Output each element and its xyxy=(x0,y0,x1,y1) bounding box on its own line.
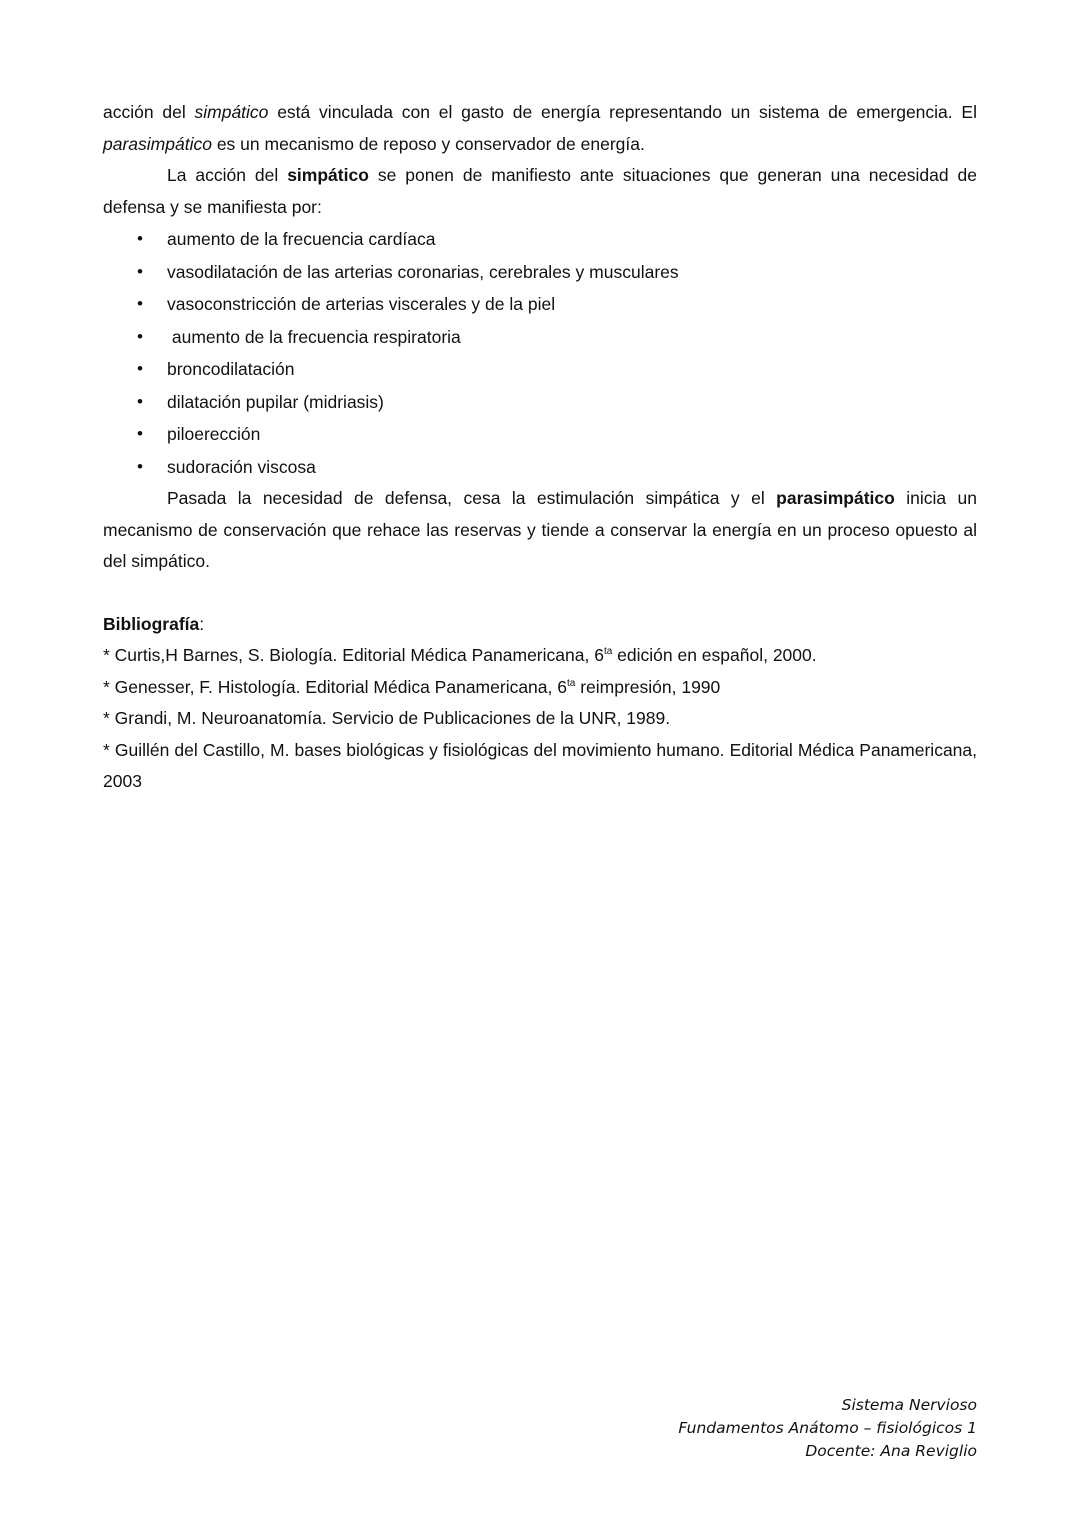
list-item xyxy=(103,451,977,484)
reference-text: * Grandi, M. Neuroanatomía. Servicio de Publicaciones de la UNR, 1989. xyxy=(103,708,671,728)
bullet-icon: • xyxy=(137,229,143,248)
list-item xyxy=(103,353,977,386)
list-item xyxy=(103,321,977,354)
action-text-a: La acción del xyxy=(167,165,288,185)
list-item xyxy=(103,418,977,451)
bibliography-section xyxy=(103,609,977,798)
conclusion-text-a: Pasada la necesidad de defensa, cesa la estimulación simpática y el xyxy=(167,488,777,508)
footer-teacher: Docente: Ana Reviglio xyxy=(805,1442,977,1460)
intro-text-b: está vinculada con el gasto de energía representando un sistema de emergencia. El xyxy=(268,102,977,122)
bibliography-item xyxy=(103,672,977,704)
list-item xyxy=(103,288,977,321)
footer-course: Fundamentos Anátomo – fisiológicos 1 xyxy=(678,1419,977,1437)
reference-text: * Guillén del Castillo, M. bases biológicas y fisiológicas del movimiento humano. Editorial Médica Panamericana, 2003 xyxy=(103,739,977,791)
parasympathetic-bold-term: parasimpático xyxy=(776,488,895,508)
reference-text: * Curtis,H Barnes, S. Biología. Editorial Médica Panamericana, 6 xyxy=(103,645,604,665)
list-item-text: piloerección xyxy=(167,424,261,444)
list-item-text: vasoconstricción de arterias viscerales y de la piel xyxy=(167,294,556,314)
list-item-text: vasodilatación de las arterias coronarias, cerebrales y musculares xyxy=(167,261,679,282)
list-item-text: aumento de la frecuencia cardíaca xyxy=(167,229,436,249)
bullet-icon: • xyxy=(137,424,143,443)
footer-subject: Sistema Nervioso xyxy=(841,1396,977,1414)
list-item-text: sudoración viscosa xyxy=(167,456,316,477)
list-item-text: broncodilatación xyxy=(167,359,295,379)
bibliography-item xyxy=(103,640,977,672)
conclusion-text-b: inicia un mecanismo de conservación que rehace las reservas y tiende a conservar la energía en un proceso opuesto al del simpático. xyxy=(103,488,978,571)
document-body xyxy=(103,97,977,798)
reference-text: * Genesser, F. Histología. Editorial Médica Panamericana, 6 xyxy=(103,676,567,697)
parasympathetic-term: parasimpático xyxy=(103,133,212,154)
intro-paragraph xyxy=(103,97,977,160)
list-item xyxy=(103,256,977,289)
bullet-icon: • xyxy=(137,359,143,378)
bullet-icon: • xyxy=(137,261,143,281)
section-spacer xyxy=(103,578,977,609)
sympathetic-effects-list xyxy=(103,223,977,483)
list-item-text: dilatación pupilar (midriasis) xyxy=(167,391,384,412)
reference-superscript: ta xyxy=(566,677,576,689)
bibliography-item xyxy=(103,703,977,735)
bullet-icon: • xyxy=(137,294,143,313)
sympathetic-bold-term: simpático xyxy=(287,165,369,185)
action-text-b: se ponen de manifiesto ante situaciones que generan una necesidad de defensa y se manifiesta por: xyxy=(103,165,977,217)
bullet-icon: • xyxy=(137,391,143,411)
bibliography-heading xyxy=(103,609,977,641)
page-footer xyxy=(678,1394,977,1463)
conclusion-paragraph xyxy=(103,483,977,578)
intro-text-a: acción del xyxy=(103,102,195,122)
bullet-icon: • xyxy=(137,326,143,346)
reference-text-end: edición en español, 2000. xyxy=(612,645,817,665)
reference-text-end: reimpresión, 1990 xyxy=(575,676,721,697)
bibliography-item xyxy=(103,735,977,798)
bibliography-colon: : xyxy=(199,613,205,634)
list-item xyxy=(103,223,977,256)
reference-superscript: ta xyxy=(603,646,613,657)
intro-text-c: es un mecanismo de reposo y conservador de energía. xyxy=(211,133,645,154)
bibliography-title: Bibliografía xyxy=(103,613,200,634)
sympathetic-action-paragraph xyxy=(103,160,977,223)
list-item xyxy=(103,386,977,419)
sympathetic-term: simpático xyxy=(194,102,269,122)
bullet-icon: • xyxy=(137,456,143,476)
list-item-text: aumento de la frecuencia respiratoria xyxy=(167,326,461,347)
